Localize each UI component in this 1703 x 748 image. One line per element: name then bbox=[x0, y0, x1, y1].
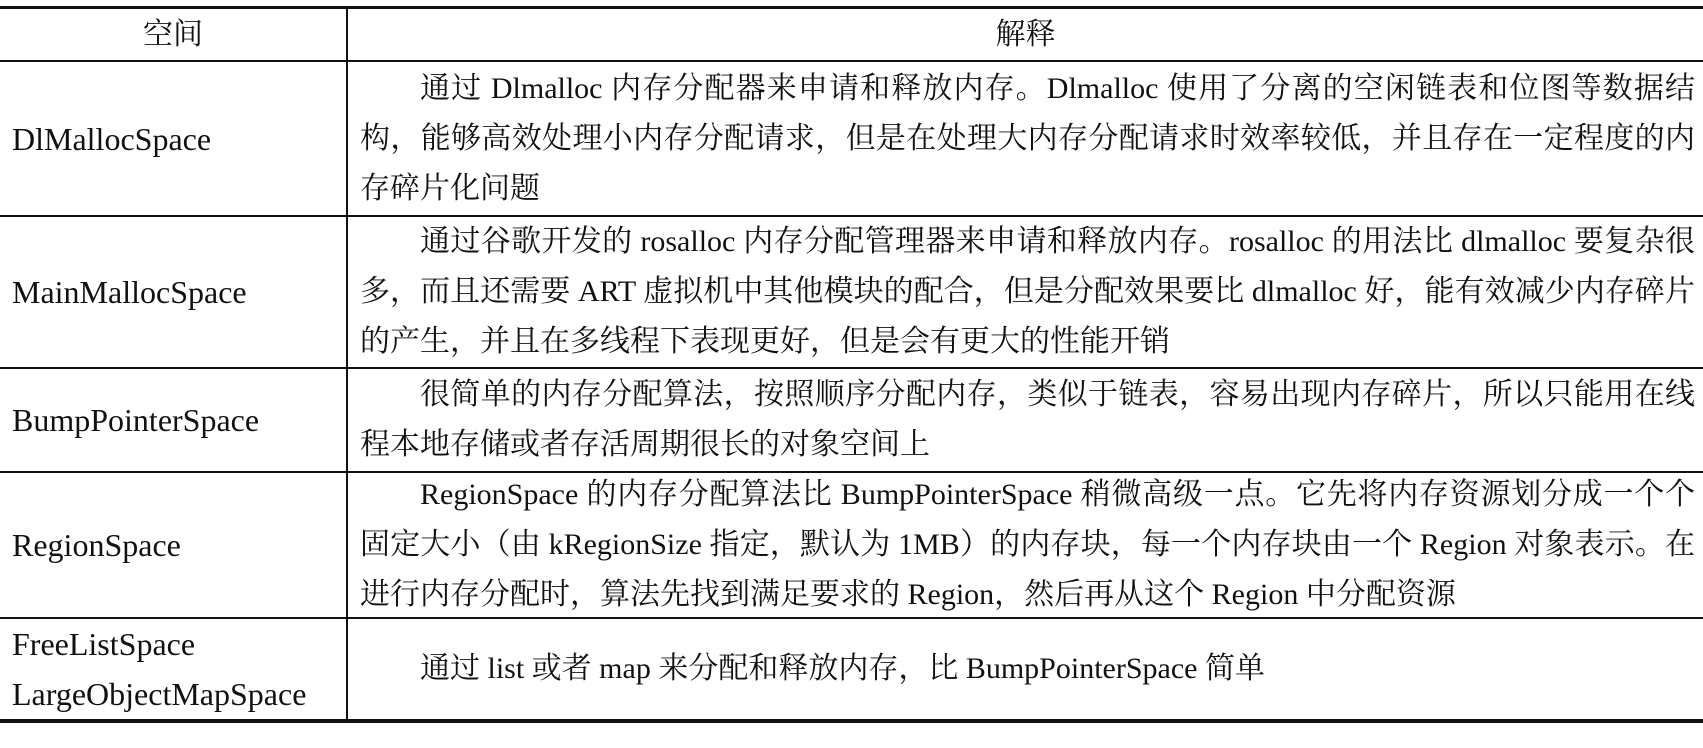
space-cell bbox=[0, 217, 348, 367]
space-name: RegionSpace bbox=[12, 527, 181, 563]
table-row bbox=[0, 369, 1703, 473]
explanation-cell bbox=[348, 62, 1703, 215]
table-row bbox=[0, 619, 1703, 719]
space-name: FreeListSpace bbox=[12, 626, 196, 662]
space-name: LargeObjectMapSpace bbox=[12, 676, 307, 712]
table-row bbox=[0, 473, 1703, 619]
space-name: MainMallocSpace bbox=[12, 274, 247, 310]
space-cell bbox=[0, 62, 348, 215]
space-cell bbox=[0, 473, 348, 617]
explanation-cell bbox=[348, 473, 1703, 617]
explanation-cell bbox=[348, 369, 1703, 471]
explanation-text: 通过谷歌开发的 rosalloc 内存分配管理器来申请和释放内存。rosalloc 的用法比 dlmalloc 要复杂很多，而且还需要 ART 虚拟机中其他模块的配合，但是分配效果要比 dlmalloc 好，能有效减少内存碎片的产生，并且在多线程下表现更好，但是会有更大的性能开销 bbox=[360, 225, 1695, 358]
space-table bbox=[0, 6, 1703, 723]
header-explanation: 解释 bbox=[995, 17, 1056, 51]
space-name: DlMallocSpace bbox=[12, 120, 212, 157]
space-name: BumpPointerSpace bbox=[12, 402, 260, 438]
space-cell bbox=[0, 619, 348, 719]
table-row bbox=[0, 62, 1703, 217]
explanation-cell bbox=[348, 619, 1703, 719]
explanation-text: 通过 Dlmalloc 内存分配器来申请和释放内存。Dlmalloc 使用了分离的空闲链表和位图等数据结构，能够高效处理小内存分配请求，但是在处理大内存分配请求时效率较低，并且存在一定程度的内存碎片化问题 bbox=[360, 71, 1695, 205]
table-row bbox=[0, 217, 1703, 369]
table-header-row bbox=[0, 9, 1703, 62]
explanation-text: 很简单的内存分配算法，按照顺序分配内存，类似于链表，容易出现内存碎片，所以只能用在线程本地存储或者存活周期很长的对象空间上 bbox=[360, 378, 1695, 461]
space-cell bbox=[0, 369, 348, 471]
header-space: 空间 bbox=[0, 9, 348, 60]
explanation-text: RegionSpace 的内存分配算法比 BumpPointerSpace 稍微高级一点。它先将内存资源划分成一个个固定大小（由 kRegionSize 指定，默认为 1MB）的内存块，每一个内存块由一个 Region 对象表示。在进行内存分配时，算法先找到满足要求的 Region，然后再从这个 Region 中分配资源 bbox=[360, 478, 1695, 611]
explanation-text: 通过 list 或者 map 来分配和释放内存，比 BumpPointerSpace 简单 bbox=[420, 652, 1265, 685]
explanation-cell bbox=[348, 217, 1703, 367]
